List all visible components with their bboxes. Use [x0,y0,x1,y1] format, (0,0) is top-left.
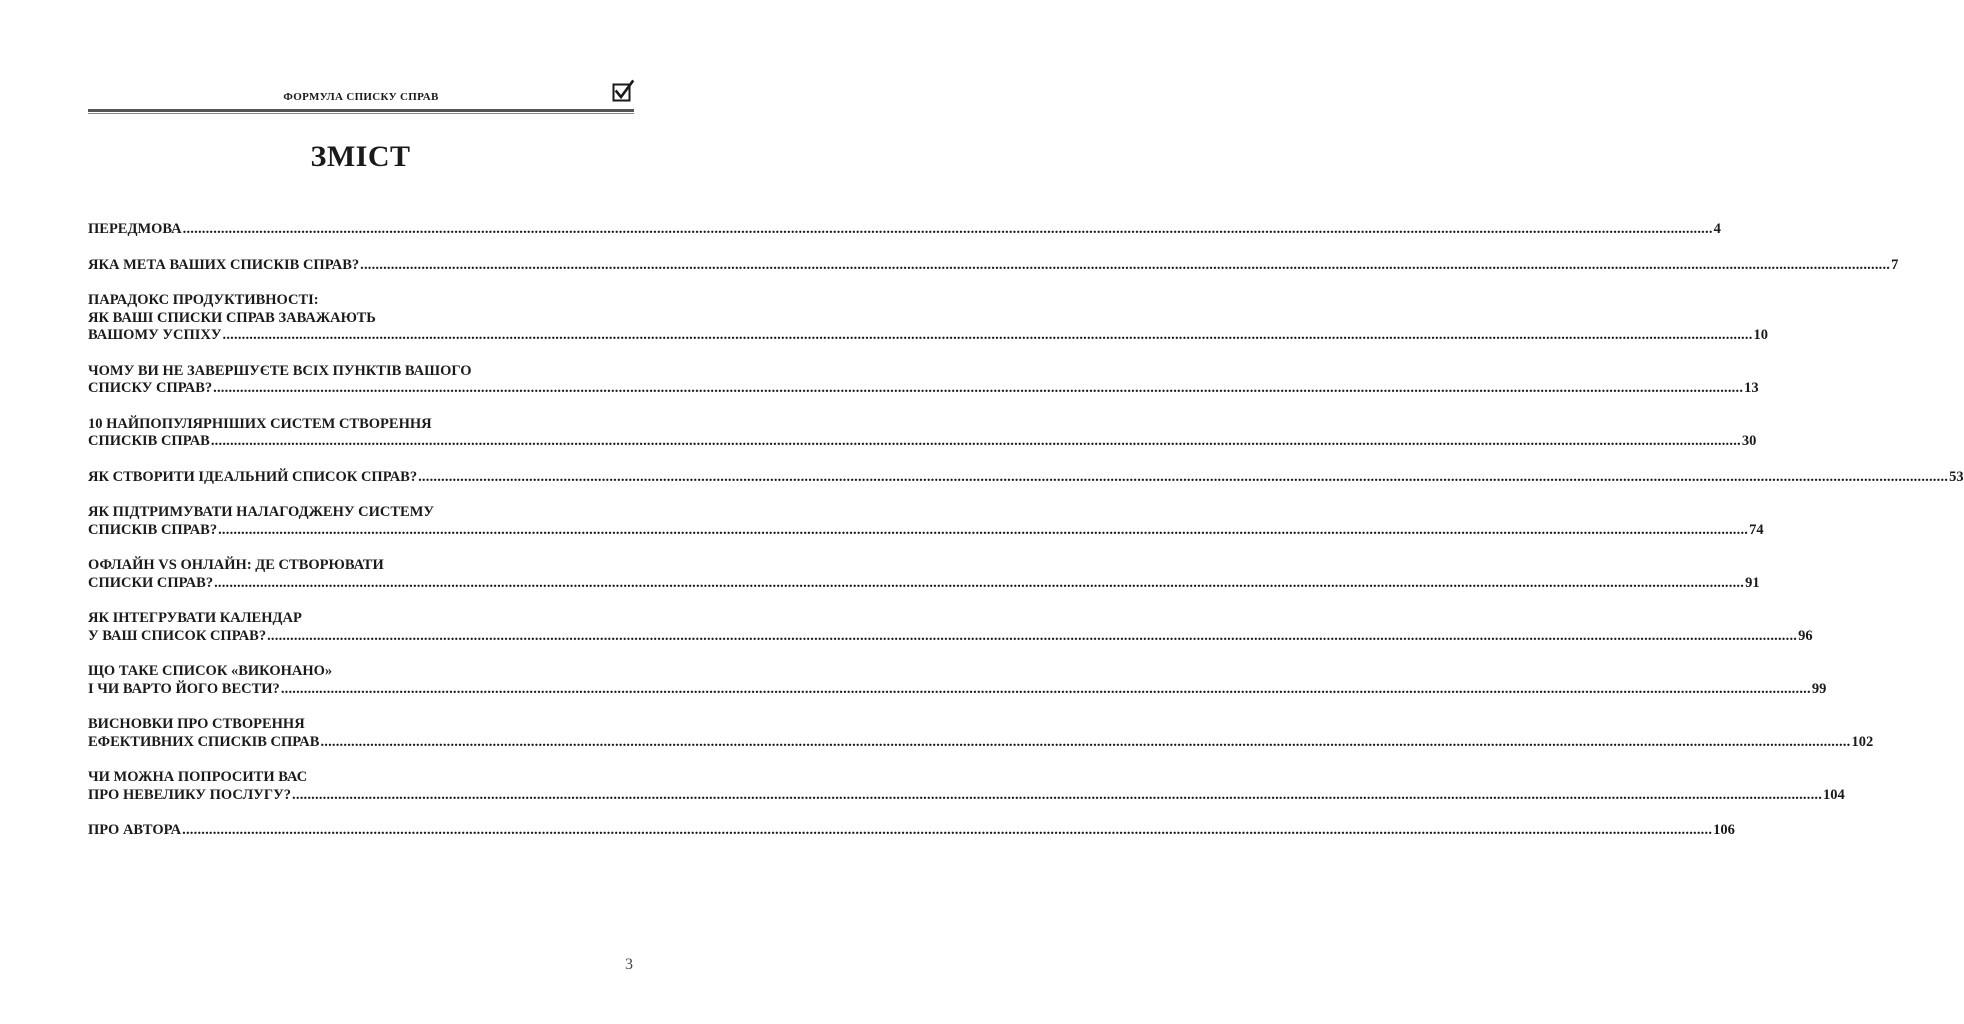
toc-entry[interactable] [88,415,1757,451]
toc-entry-title: ЕФЕКТИВНИХ СПИСКІВ СПРАВ [88,733,320,750]
toc-entry[interactable] [88,822,1735,840]
toc-dot-leader: ................................................................................................................................................................................................................................................................................................................................................................................................................ [267,627,1798,644]
toc-entry-title: СПИСКУ СПРАВ? [88,380,213,396]
toc-page-number: 53 [1949,468,1964,485]
toc-page-number: 96 [1798,627,1813,644]
toc-dot-leader: ................................................................................................................................................................................................................................................................................................................................................................................................................ [292,786,1823,803]
toc-entry[interactable] [88,716,1874,751]
table-of-contents [88,221,1964,858]
toc-entry-last-line [88,380,1759,398]
toc-entry-title: ПРО НЕВЕЛИКУ ПОСЛУГУ? [88,786,292,803]
running-header [88,80,634,112]
toc-entry-line: ЧИ МОЖНА ПОПРОСИТИ ВАС [88,769,308,785]
toc-entry[interactable] [88,557,1760,592]
toc-dot-leader: ................................................................................................................................................................................................................................................................................................................................................................................................................ [213,380,1744,396]
toc-entry-last-line [88,468,1964,487]
header-rule-thin [88,113,634,114]
toc-entry[interactable] [88,769,1845,804]
toc-entry[interactable] [88,504,1764,539]
toc-dot-leader: ................................................................................................................................................................................................................................................................................................................................................................................................................ [418,468,1949,485]
header-title: ФОРМУЛА СПИСКУ СПРАВ [283,91,439,103]
toc-entry-title: ЯКА МЕТА ВАШИХ СПИСКІВ СПРАВ? [88,256,360,273]
toc-dot-leader: ................................................................................................................................................................................................................................................................................................................................................................................................................ [218,521,1749,538]
toc-entry-title: У ВАШ СПИСОК СПРАВ? [88,627,267,644]
toc-entry-line: 10 НАЙПОПУЛЯРНІШИХ СИСТЕМ СТВОРЕННЯ [88,415,432,432]
page-title: ЗМІСТ [310,140,411,173]
toc-entry[interactable] [88,610,1813,645]
toc-page-number: 7 [1891,256,1899,273]
toc-entry-title: ВАШОМУ УСПІХУ [88,327,222,343]
toc-page-number: 99 [1811,680,1827,697]
toc-entry-line: ПАРАДОКС ПРОДУКТИВНОСТІ: [88,292,319,308]
toc-entry-line: ЯК ПІДТРИМУВАТИ НАЛАГОДЖЕНУ СИСТЕМУ [88,504,435,520]
toc-dot-leader: ................................................................................................................................................................................................................................................................................................................................................................................................................ [214,574,1745,591]
toc-dot-leader: ................................................................................................................................................................................................................................................................................................................................................................................................................ [182,221,1713,237]
toc-entry-title: СПИСКІВ СПРАВ [88,433,210,449]
toc-entry-last-line [88,256,1899,275]
toc-entry-line: ЩО ТАКЕ СПИСОК «ВИКОНАНО» [88,663,333,679]
toc-page-number: 104 [1823,786,1845,803]
toc-dot-leader: ................................................................................................................................................................................................................................................................................................................................................................................................................ [222,327,1753,343]
toc-entry[interactable] [88,221,1721,239]
toc-entry-last-line [88,521,1764,540]
toc-entry-title: СПИСКІВ СПРАВ? [88,521,218,538]
toc-page-number: 13 [1744,380,1759,396]
toc-entry[interactable] [88,468,1964,487]
toc-entry-title: ПРО АВТОРА [88,822,182,838]
toc-entry-last-line [88,680,1827,699]
toc-entry-last-line [88,221,1721,239]
toc-entry[interactable] [88,362,1759,398]
toc-page-number: 74 [1749,521,1764,538]
toc-dot-leader: ................................................................................................................................................................................................................................................................................................................................................................................................................ [320,733,1851,750]
toc-entry-last-line [88,574,1760,593]
toc-page-number: 91 [1745,574,1760,591]
toc-entry-last-line [88,433,1757,451]
toc-entry-title: ПЕРЕДМОВА [88,221,182,237]
toc-page-number: 106 [1713,822,1735,838]
toc-entry-line: ВИСНОВКИ ПРО СТВОРЕННЯ [88,716,305,732]
toc-entry-line: ЯК ІНТЕГРУВАТИ КАЛЕНДАР [88,610,302,626]
toc-dot-leader: ................................................................................................................................................................................................................................................................................................................................................................................................................ [280,680,1811,697]
toc-entry-last-line [88,627,1813,646]
toc-entry-line: ЧОМУ ВИ НЕ ЗАВЕРШУЄТЕ ВСІХ ПУНКТІВ ВАШОГО [88,362,472,379]
checkbox-checked-icon [612,80,634,102]
toc-dot-leader: ................................................................................................................................................................................................................................................................................................................................................................................................................ [210,433,1741,449]
toc-entry-line: ЯК ВАШІ СПИСКИ СПРАВ ЗАВАЖАЮТЬ [88,309,376,326]
toc-entry-last-line [88,822,1735,840]
toc-entry[interactable] [88,292,1769,345]
header-rule [88,109,634,112]
toc-page-number: 102 [1851,733,1874,750]
toc-page-number: 30 [1741,433,1757,449]
toc-entry-last-line [88,786,1845,805]
toc-page-number: 10 [1753,327,1769,343]
toc-entry-last-line [88,327,1769,345]
toc-entry[interactable] [88,256,1899,275]
toc-dot-leader: ................................................................................................................................................................................................................................................................................................................................................................................................................ [182,822,1713,838]
toc-entry-line: ОФЛАЙН VS ОНЛАЙН: ДЕ СТВОРЮВАТИ [88,557,384,573]
toc-entry-title: СПИСКИ СПРАВ? [88,574,214,591]
toc-page-number: 4 [1713,221,1721,237]
toc-entry[interactable] [88,663,1827,698]
toc-dot-leader: ................................................................................................................................................................................................................................................................................................................................................................................................................ [360,256,1891,273]
toc-entry-title: ЯК СТВОРИТИ ІДЕАЛЬНИЙ СПИСОК СПРАВ? [88,468,418,485]
toc-entry-title: І ЧИ ВАРТО ЙОГО ВЕСТИ? [88,680,280,697]
page-number: 3 [625,956,633,973]
toc-entry-last-line [88,733,1874,752]
